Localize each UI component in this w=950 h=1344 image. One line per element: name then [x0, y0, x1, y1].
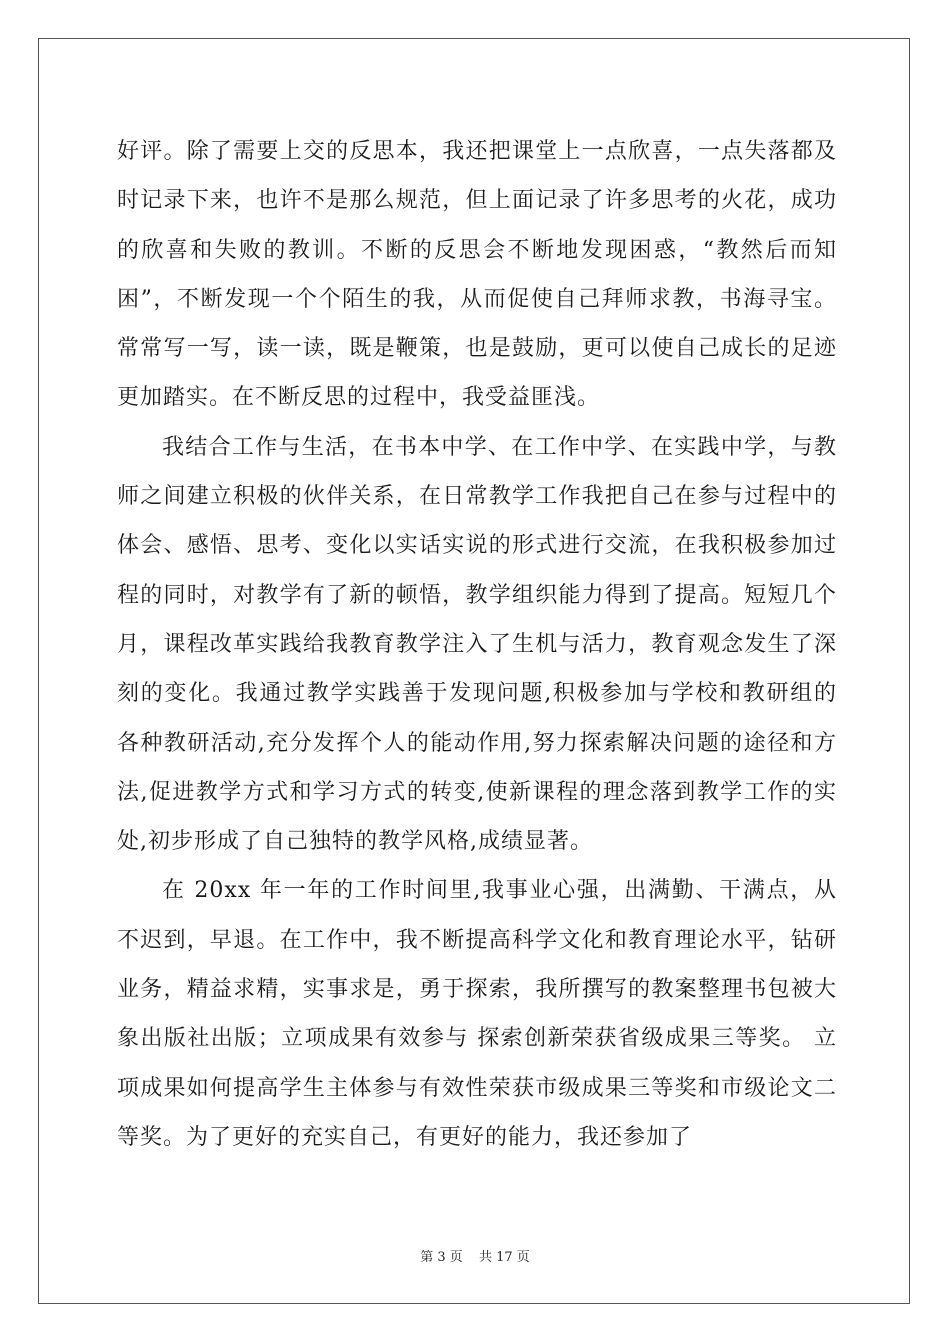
page-total: 共 17 页 — [478, 1250, 530, 1265]
page-number: 第 3 页 — [420, 1250, 463, 1265]
paragraph: 我结合工作与生活，在书本中学、在工作中学、在实践中学，与教师之间建立积极的伙伴关系，在日常教学工作我把自己在参与过程中的体会、感悟、思考、变化以实话实说的形式进行交流，在我积极参加过程的同时，对教学有了新的顿悟，教学组织能力得到了提高。短短几个月，课程改革实践给我教育教学注入了生机与活力，教育观念发生了深刻的变化。我通过教学实践善于发现问题,积极参加与学校和教研组的各种教研活动,充分发挥个人的能动作用,努力探索解决问题的途径和方法,促进教学方式和学习方式的转变,使新课程的理念落到教学工作的实处,初步形成了自己独特的教学风格,成绩显著。 — [117, 434, 837, 855]
document-body — [117, 127, 837, 1162]
page-footer — [0, 1246, 950, 1265]
paragraph: 在 20xx 年一年的工作时间里,我事业心强，出满勤、干满点，从不迟到，早退。在工作中，我不断提高科学文化和教育理论水平，钻研业务，精益求精，实事求是，勇于探索，我所撰写的教案整理书包被大象出版社出版；立项成果有效参与 探索创新荣获省级成果三等奖。 立项成果如何提高学生主体参与有效性荣获市级成果三等奖和市级论文二等奖。为了更好的充实自己，有更好的能力，我还参加了 — [117, 878, 837, 1150]
paragraph-continuation: 好评。除了需要上交的反思本，我还把课堂上一点欣喜，一点失落都及时记录下来，也许不是那么规范，但上面记录了许多思考的火花，成功的欣喜和失败的教训。不断的反思会不断地发现困惑，“教然后而知困”，不断发现一个个陌生的我，从而促使自己拜师求教，书海寻宝。常常写一写，读一读，既是鞭策，也是鼓励，更可以使自己成长的足迹更加踏实。在不断反思的过程中，我受益匪浅。 — [117, 139, 837, 411]
